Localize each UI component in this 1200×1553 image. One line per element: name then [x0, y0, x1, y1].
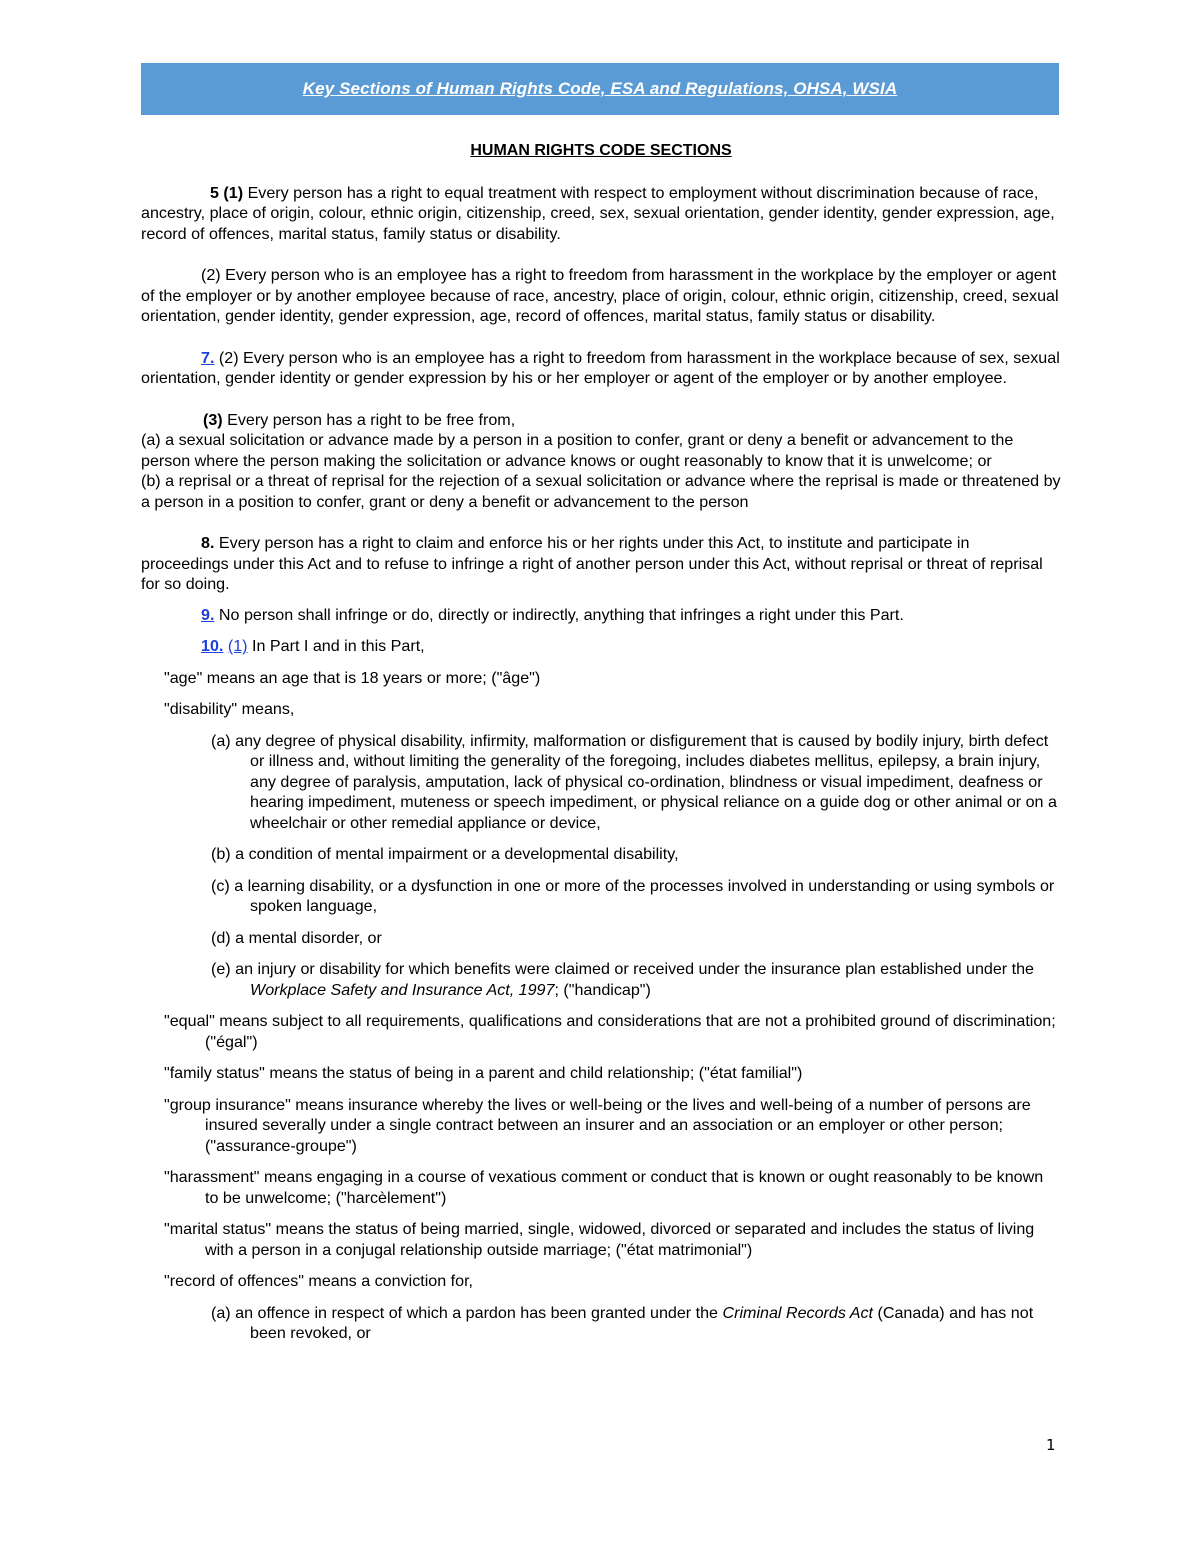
section-7-3: [141, 410, 1061, 431]
disability-item-c: (c) a learning disability, or a dysfunction in one or more of the processes involved in understanding or using symbols or spoken language,: [211, 876, 1055, 915]
definition-family-status: "family status" means the status of being in a parent and child relationship; ("état familial"): [164, 1064, 803, 1082]
definition-equal: "equal" means subject to all requirements, qualifications and considerations that are not a prohibited ground of discrimination; ("égal"): [164, 1012, 1056, 1051]
section-7-link[interactable]: 7.: [201, 348, 215, 367]
section-9: [141, 605, 1061, 626]
section-5-2: (2) Every person who is an employee has a right to freedom from harassment in the workplace by the employer or agent of the employer or by another employee because of race, ancestry, place of origin, colour, ethnic origin, citizenship, creed, sexual orientation, gender identity, gender expression, age, record of offences, marital status, family status or disability.: [141, 266, 1059, 325]
section-7-3-number: (3): [203, 410, 223, 429]
section-10-link[interactable]: 10.: [201, 637, 224, 655]
definition-age: "age" means an age that is 18 years or more; ("âge"): [164, 668, 541, 687]
section-8-number: 8.: [201, 534, 215, 552]
disability-item-a: (a) any degree of physical disability, infirmity, malformation or disfigurement that is caused by bodily injury, birth defect or illness and, without limiting the generality of the foregoing, includes diabetes mellitus, epilepsy, a brain injury, any degree of paralysis, amputation, lack of physical co-ordination, blindness or visual impediment, deafness or hearing impediment, muteness or speech impediment, or physical reliance on a guide dog or other animal or on a wheelchair or other remedial appliance or device,: [211, 731, 1057, 832]
section-5-1-number: 5 (1): [210, 183, 244, 202]
definition-disability: "disability" means,: [164, 700, 295, 718]
banner-title: Key Sections of Human Rights Code, ESA and Regulations, OHSA, WSIA: [302, 79, 898, 98]
definition-group-insurance: "group insurance" means insurance whereby the lives or well-being or the lives and well-being of a number of persons are insured severally under a single contract between an insurer and an association or an employer or other person; ("assurance-groupe"): [164, 1095, 1031, 1155]
disability-item-e: [141, 959, 1061, 1000]
section-9-text: No person shall infringe or do, directly or indirectly, anything that infringes a right under this Part.: [214, 605, 904, 624]
definition-record-of-offences: "record of offences" means a conviction for,: [164, 1272, 474, 1290]
title-banner: [141, 63, 1059, 115]
disability-item-d: (d) a mental disorder, or: [211, 928, 382, 947]
section-5-1-text: Every person has a right to equal treatment with respect to employment without discrimination because of race, ancestry, place of origin, colour, ethnic origin, citizenship, creed, sex, sexual orientation, gender identity, gender expression, age, record of offences, marital status, family status or disability.: [141, 183, 1055, 243]
section-title: HUMAN RIGHTS CODE SECTIONS: [470, 142, 732, 159]
section-7-3-a: (a) a sexual solicitation or advance made by a person in a position to confer, grant or deny a benefit or advancement to the person where the person making the solicitation or advance knows or ought reasonably to know that it is unwelcome; or: [141, 431, 1014, 470]
section-10: [141, 636, 1061, 657]
section-5-1: [141, 183, 1061, 245]
disability-item-e-text: (e) an injury or disability for which benefits were claimed or received under the insurance plan established under the: [211, 960, 1035, 978]
record-item-a: [141, 1303, 1061, 1344]
section-8: [141, 533, 1061, 595]
section-8-text: Every person has a right to claim and enforce his or her rights under this Act, to institute and participate in proceedings under this Act and to refuse to infringe a right of another person under this Act, without reprisal or threat of reprisal for so doing.: [141, 534, 1043, 593]
definition-harassment: "harassment" means engaging in a course of vexatious comment or conduct that is known or ought reasonably to be known to be unwelcome; ("harcèlement"): [164, 1168, 1044, 1207]
section-7-3-text: Every person has a right to be free from,: [222, 410, 516, 429]
disability-item-e-end: ; ("handicap"): [554, 980, 651, 999]
page-number: 1: [1046, 1436, 1056, 1454]
disability-item-b: (b) a condition of mental impairment or a developmental disability,: [211, 845, 679, 863]
criminal-records-act-title: Criminal Records Act: [722, 1303, 874, 1322]
section-10-1-link[interactable]: (1): [227, 637, 248, 655]
definition-marital-status: "marital status" means the status of being married, single, widowed, divorced or separated and includes the status of living with a person in a conjugal relationship outside marriage; ("état matrimonial"): [164, 1220, 1035, 1259]
workplace-safety-act-title: Workplace Safety and Insurance Act, 1997: [250, 980, 555, 999]
section-9-link[interactable]: 9.: [201, 605, 215, 624]
section-10-text: In Part I and in this Part,: [247, 637, 425, 655]
record-item-a-text: (a) an offence in respect of which a pardon has been granted under the: [211, 1303, 723, 1322]
section-7-2: [141, 348, 1061, 389]
document-body: [141, 141, 1061, 1344]
section-7-2-text: (2) Every person who is an employee has a right to freedom from harassment in the workplace because of sex, sexual orientation, gender identity or gender expression by his or her employer or agent of the employer or by another employee.: [141, 348, 1060, 387]
section-7-3-b: (b) a reprisal or a threat of reprisal for the rejection of a sexual solicitation or advance where the reprisal is made or threatened by a person in a position to confer, grant or deny a benefit or advancement to the person: [141, 472, 1061, 511]
record-item-a-end: (Canada) and has not been revoked, or: [250, 1303, 1034, 1342]
